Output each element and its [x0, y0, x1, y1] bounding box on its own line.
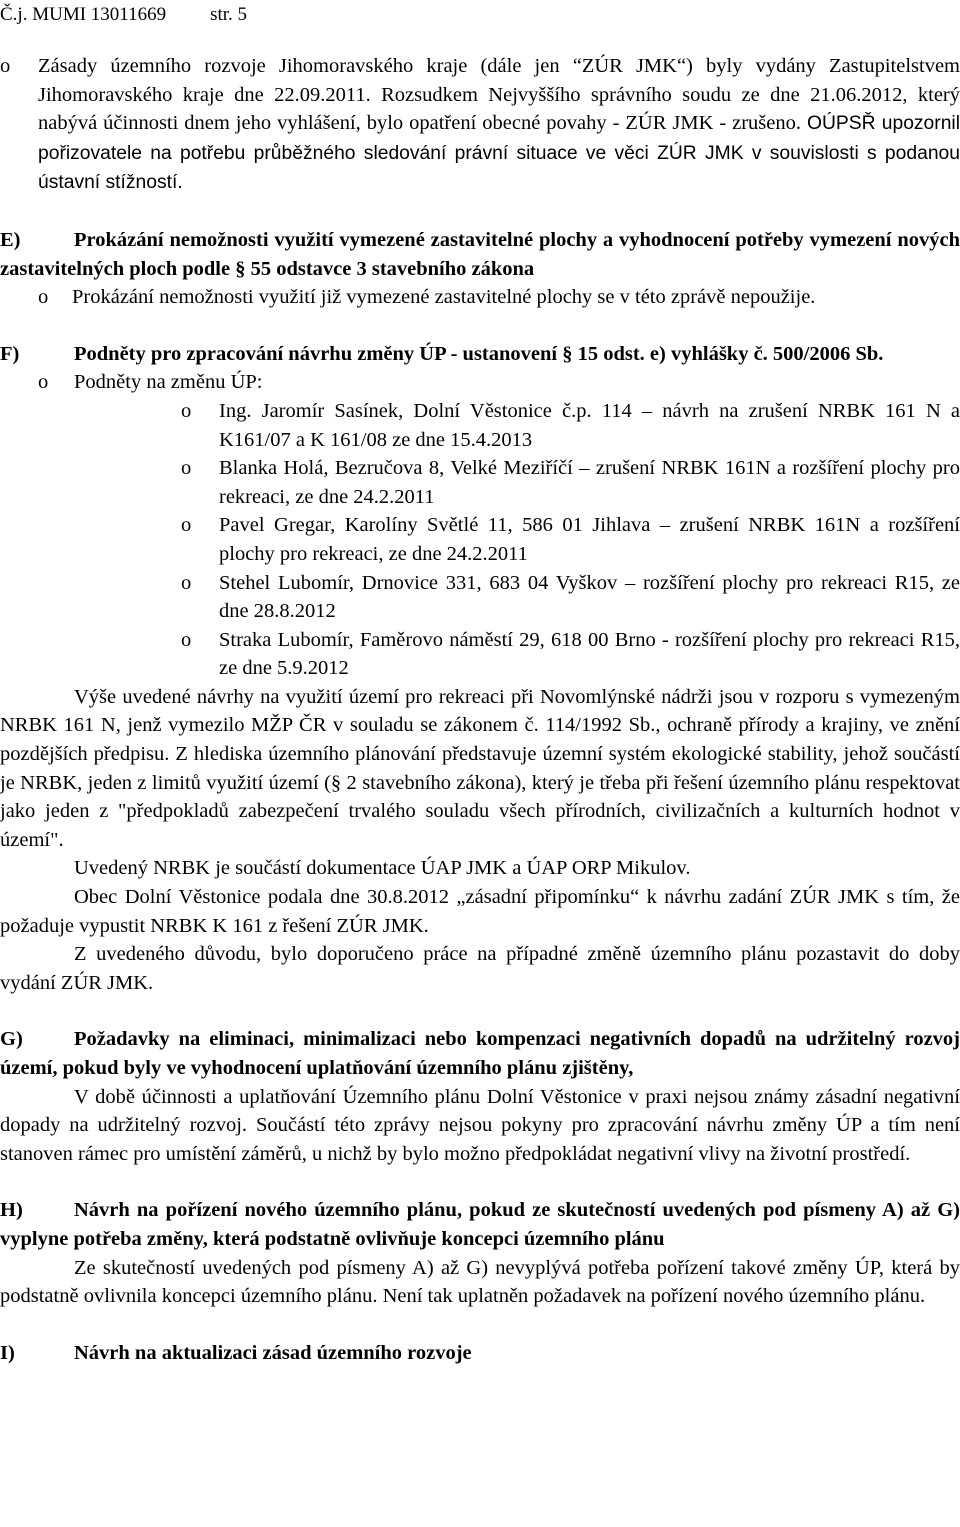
spacer — [0, 198, 960, 226]
document-reference: Č.j. MUMI 13011669 — [0, 4, 167, 25]
section-e-heading — [0, 226, 960, 283]
intro-text-sans: OÚPSŘ upozornil pořizovatele na potřebu průběžného sledování právní situace ve věci ZÚR JMK v souvislosti s podanou ústavní stížností. — [38, 113, 960, 194]
list-item-text: Blanka Holá, Bezručova 8, Velké Meziříčí – zrušení NRBK 161N a rozšíření plochy pro rekreaci, ze dne 24.2.2011 — [219, 457, 960, 508]
section-i-heading — [0, 1339, 960, 1368]
section-e-bullet — [0, 283, 960, 312]
sub-bullet-marker: o — [181, 514, 192, 537]
paragraph: V době účinnosti a uplatňování Územního plánu Dolní Věstonice v praxi nejsou známy zásadní negativní dopady na udržitelný rozvoj. Součástí této zprávy nejsou pokyny pro zpracování návrhu změny ÚP a tím není stanoven rámec pro umístění záměrů, u nichž by bylo možno předpokládat negativní vlivy na životní prostředí. — [0, 1085, 960, 1165]
sub-bullet-marker: o — [181, 571, 192, 594]
bullet-marker: o — [38, 286, 49, 309]
sub-bullet-marker: o — [181, 628, 192, 651]
paragraph: Z uvedeného důvodu, bylo doporučeno práce na případné změně územního plánu pozastavit do doby vydání ZÚR JMK. — [0, 943, 960, 994]
page-header — [0, 2, 247, 28]
bullet-text: Prokázání nemožnosti využití již vymezené zastavitelné plochy se v této zprávě nepoužije. — [72, 286, 816, 309]
section-f-bullet — [0, 368, 960, 397]
list-item-text: Pavel Gregar, Karolíny Světlé 11, 586 01 Jihlava – zrušení NRBK 161N a rozšíření plochy pro rekreaci, ze dne 24.2.2011 — [219, 514, 960, 565]
section-title: Podněty pro zpracování návrhu změny ÚP - ustanovení § 15 odst. e) vyhlášky č. 500/2006 Sb. — [74, 342, 884, 365]
list-item-text: Straka Lubomír, Faměrovo náměstí 29, 618 00 Brno - rozšíření plochy pro rekreaci R15, ze dne 5.9.2012 — [219, 628, 960, 680]
spacer — [0, 1168, 960, 1196]
list-item — [0, 569, 960, 626]
spacer — [0, 1311, 960, 1339]
list-item — [0, 454, 960, 511]
document-body — [0, 52, 960, 1367]
section-letter: E) — [0, 228, 21, 251]
sub-bullet-marker: o — [181, 399, 192, 422]
bullet-marker: o — [0, 55, 11, 77]
section-title: Požadavky na eliminaci, minimalizaci nebo kompenzaci negativních dopadů na udržitelný rozvoj území, pokud byly ve vyhodnocení uplatňování územního plánu zjištěny, — [0, 1028, 960, 1079]
section-g-heading — [0, 1025, 960, 1082]
list-item — [0, 626, 960, 683]
spacer — [0, 997, 960, 1025]
spacer — [0, 312, 960, 340]
paragraph: Uvedený NRBK je součástí dokumentace ÚAP JMK a ÚAP ORP Mikulov. — [74, 857, 691, 880]
list-item-text: Stehel Lubomír, Drnovice 331, 683 04 Vyškov – rozšíření plochy pro rekreaci R15, ze dne 28.8.2012 — [219, 571, 960, 623]
section-title: Návrh na aktualizaci zásad územního rozvoje — [74, 1341, 472, 1364]
section-f-heading — [0, 340, 960, 369]
section-letter: F) — [0, 342, 20, 365]
page-number: str. 5 — [210, 4, 248, 25]
paragraph: Výše uvedené návrhy na využití území pro rekreaci při Novomlýnské nádrži jsou v rozporu s vymezeným NRBK 161 N, jenž vymezilo MŽP ČR v souladu se zákonem č. 114/1992 Sb., ochraně přírody a krajiny, ve znění pozdějších předpisu. Z hlediska územního plánování představuje územní systém ekologické stability, jehož součástí je NRBK, jeden z limitů využití území (§ 2 stavebního zákona), který je třeba při řešení územního plánu respektovat jako jeden z "předpokladů zabezpečení trvalého souladu všech přírodních, civilizačních a kulturních hodnot v území". — [0, 685, 960, 851]
intro-bullet — [0, 52, 960, 198]
bullet-text: Podněty na změnu ÚP: — [74, 371, 263, 394]
paragraph: Obec Dolní Věstonice podala dne 30.8.2012 „zásadní připomínku“ k návrhu zadání ZÚR JMK s tím, že požaduje vypustit NRBK K 161 z řešení ZÚR JMK. — [0, 886, 960, 937]
section-title: Návrh na pořízení nového územního plánu, pokud ze skutečností uvedených pod písmeny A) až G) vyplyne potřeba změny, která podstatně ovlivňuje koncepci územního plánu — [0, 1199, 960, 1250]
section-letter: I) — [0, 1341, 15, 1364]
paragraph: Ze skutečností uvedených pod písmeny A) až G) nevyplývá potřeba pořízení takové změny ÚP, která by podstatně ovlivnila koncepci územního plánu. Není tak uplatněn požadavek na pořízení nového územního plánu. — [0, 1256, 960, 1308]
section-h-heading — [0, 1196, 960, 1253]
list-item — [0, 511, 960, 568]
sub-bullet-marker: o — [181, 457, 192, 480]
list-item-text: Ing. Jaromír Sasínek, Dolní Věstonice č.p. 114 – návrh na zrušení NRBK 161 N a K161/07 a K 161/08 ze dne 15.4.2013 — [219, 399, 960, 451]
section-letter: G) — [0, 1028, 23, 1051]
section-letter: H) — [0, 1199, 23, 1222]
bullet-marker: o — [38, 371, 49, 394]
intro-text: Zásady územního rozvoje Jihomoravského kraje (dále jen “ZÚR JMK“) byly vydány Zastupitelstvem Jihomoravského kraje dne 22.09.2011. Rozsudkem Nejvyššího správního soudu ze dne 21.06.2012, který nabývá účinnosti dnem jeho vyhlášení, bylo opatření obecné povahy - ZÚR JMK - zrušeno. — [38, 55, 960, 135]
list-item — [0, 397, 960, 454]
section-title: Prokázání nemožnosti využití vymezené zastavitelné plochy a vyhodnocení potřeby vymezení nových zastavitelných ploch podle § 55 odstavce 3 stavebního zákona — [0, 228, 960, 280]
